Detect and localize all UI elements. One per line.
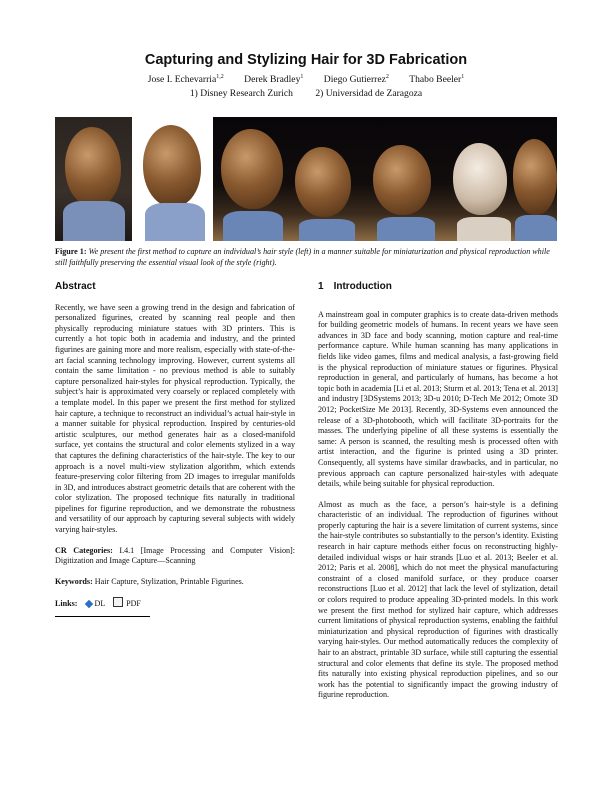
author: Thabo Beeler$^1$ — [409, 74, 465, 86]
figure-caption — [55, 247, 557, 268]
author: Derek Bradley$^1$ — [244, 74, 304, 86]
left-column — [55, 282, 295, 617]
photo-back-view — [55, 117, 132, 241]
cr-categories: CR Categories: I.4.1 [Image Processing and Computer Vision]: Digitization and Image Capture—Scanning — [55, 545, 295, 566]
printed-figurines — [213, 117, 557, 241]
intro-paragraph-1: A mainstream goal in computer graphics is to create data-driven methods for building geometric models of humans. In recent years we have seen advances in 3D face and body scanning, motion capture and real-time performance capture. While human scanning has many applications in fields like video games, films and medical analysis, a fast-growing field is the physical reproduction of miniature statues or figurines. Physical reproduction in general, and particularly of humans, has become a hot topic both in academia [Li et al. 2013; Sturm et al. 2013; Tena et al. 2013] and industry [3DSystems 2013; 3D-u 2010; D-Tech Me 2012; Omote 3D 2012; PocketSize Me 2013]. Recently, 3D-Systems even announced the release of a 3D-photobooth, which will facilitate 3D-portraits for the masses. The underlying pipeline of all these systems is essentially the same: A person is scanned, the resulting mesh is processed often with artist interaction, and the figurine is printed using a 3D printer. Consequently, all systems have similar drawbacks, and in particular, no previous approach can capture personalized hair-styles with adequate details, while being suitable for physical reproduction. — [318, 309, 558, 489]
author: Diego Gutierrez$^2$ — [323, 74, 389, 86]
pdf-link[interactable]: PDF — [126, 599, 141, 609]
abstract-text: Recently, we have seen a growing trend in the design and fabrication of personalized figurines, created by scanning real people and then physically reproducing miniature statues with 3D printers. This is currently a hot topic both in academia and industry, and the printed figurines are gaining more and more realism, especially with state-of-the-art facial scanning technology improving. However, current systems all contain the same limitation - no previous method is able to suitably capture personalized hair-styles for physical reproduction. Typically, the subject’s hair is approximated very coarsely or replaced completely with a template model. In this paper we present the first method for stylized hair capture, a technique to reconstruct an individual’s actual hair-style in a manner suitable for physical reproduction. Inspired by centuries-old artistic sculptures, our method generates hair as a closed-manifold surface, yet contains the structural and color elements stylized in a way that captures the defining characteristics of the hair-style. The key to our approach is a novel multi-view stylization algorithm, which extends feature-preserving color filtering from 2D images to irregular manifolds in 3D, and introduces abstract geometric details that are coherent with the color stylization. The proposed technique fits naturally in traditional pipelines for figurine reproduction, and we demonstrate the robustness and versatility of our approach by capturing several subjects with widely varying hair-styles. — [55, 302, 295, 535]
teaser-figure — [55, 117, 557, 241]
dl-icon — [84, 600, 92, 608]
pdf-icon — [113, 597, 123, 607]
author-list — [0, 74, 612, 85]
keywords: Keywords: Hair Capture, Stylization, Printable Figurines. — [55, 576, 244, 586]
right-column — [318, 282, 558, 711]
dl-link[interactable]: DL — [94, 599, 106, 609]
affiliation: 2) Universidad de Zaragoza — [315, 88, 423, 99]
paper-title: Capturing and Stylizing Hair for 3D Fabrication — [144, 52, 468, 68]
author: Jose I. Echevarria$^{1,2}$ — [147, 74, 224, 86]
affiliations — [0, 88, 612, 99]
footnote-rule — [55, 616, 150, 617]
figure-label: Figure 1: — [55, 247, 87, 256]
intro-heading: 1 Introduction — [318, 281, 392, 292]
photo-side-view — [135, 117, 210, 241]
links-row: Links: DL PDF — [55, 599, 141, 609]
figure-caption-text: We present the first method to capture an individual’s hair style (left) in a manner suitable for miniaturization and physical reproduction while still faithfully preserving the essential visual look of the style (right). — [55, 247, 550, 267]
affiliation: 1) Disney Research Zurich — [189, 88, 293, 99]
abstract-heading: Abstract — [55, 281, 96, 292]
intro-paragraph-2: Almost as much as the face, a person’s hair-style is a defining characteristic of an individual. The reproduction of figurines without properly capturing the hair is a severe limitation of current systems, since the hair-style contributes so substantially to the person’s identity. Existing research in hair capture methods either focus on reconstructing highly-detailed individual wisps or hair strands [Luo et al. 2013; Beeler et al. 2012; Paris et al. 2008], which do not meet the physical manufacturing constraint of a closed manifold surface, or they produce coarser reconstructions [Luo et al. 2012] that lack the level of stylization, detail or colors required to produce appealing 3D-printed models. In this work we present the first method for stylized hair capture, which addresses current limitations of physical reproduction systems, enabling the faithful miniaturization and physical reproduction of figurines with drastically varying hair-styles. Our method automatically reduces the complexity of hair to an abstract, printable 3D surface, while still capturing the essential structural and color elements that define its style. The proposed method fits naturally into existing physical reproduction pipelines, and so our work has the potential to significantly impact the growing industry of figurine reproduction. — [318, 499, 558, 700]
